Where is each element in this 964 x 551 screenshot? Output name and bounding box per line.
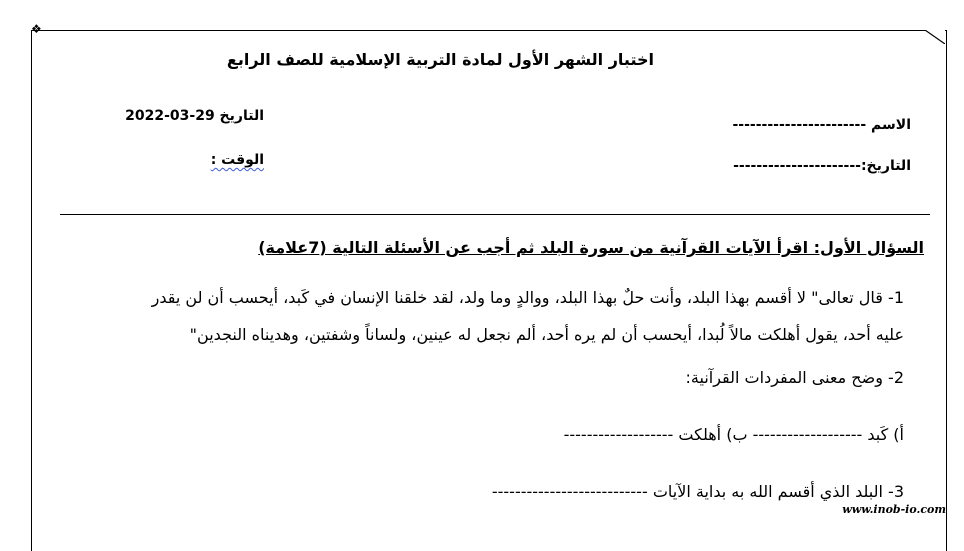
folded-corner <box>925 30 945 44</box>
exam-time-label: الوقت : <box>210 152 264 168</box>
item-one-line-one: 1- قال تعالى" لا أقسم بهذا البلد، وأنت حلٌ بهذا البلد، ووالدٍ وما ولد، لقد خلقنا الإنسان في كَبد، أيحسب أن لن يقدر <box>151 288 904 307</box>
item-two: 2- وضح معنى المفردات القرآنية: <box>685 368 904 387</box>
question-one-heading: السؤال الأول: اقرأ الآيات القرآنية من سورة البلد ثم أجب عن الأسئلة التالية (7علامة) <box>258 238 924 257</box>
student-date-field: التاريخ:---------------------- <box>733 158 911 174</box>
corner-mark: ❖ <box>31 22 42 36</box>
student-name-field: الاسم ----------------------- <box>732 117 911 133</box>
header-divider <box>60 214 930 215</box>
website-watermark: www.inob-io.com <box>842 503 946 516</box>
exam-date: التاريخ 29-03-2022 <box>125 108 264 124</box>
item-two-parts: أ) كَبد ------------------- ب) أهلكت ------------------- <box>563 425 904 444</box>
item-three: 3- البلد الذي أقسم الله به بداية الآيات --------------------------- <box>491 482 904 501</box>
item-one-line-two: عليه أحد، يقول أهلكت مالاً لُبدا، أيحسب أن لم يره أحد، ألم نجعل له عينين، ولساناً وشفتين، وهديناه النجدين" <box>189 325 904 344</box>
exam-title: اختبار الشهر الأول لمادة التربية الإسلامية للصف الرابع <box>226 50 654 69</box>
